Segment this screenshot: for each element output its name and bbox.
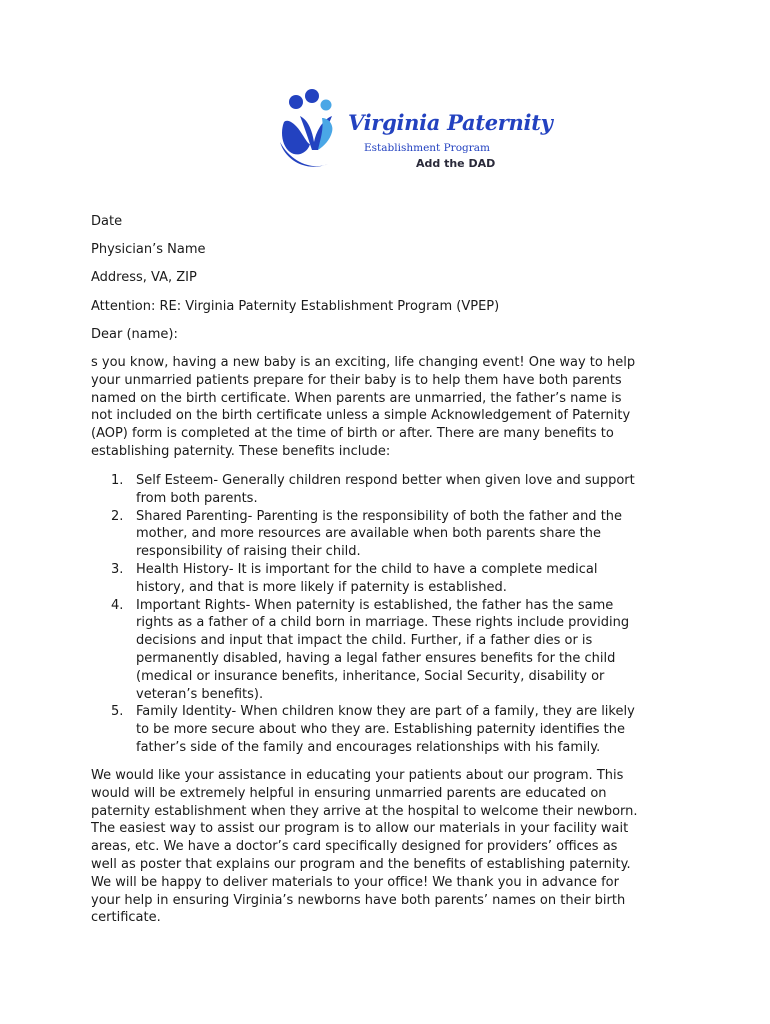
closing-line: We will be happy to deliver materials to your office! We thank you in advance for <box>91 874 619 890</box>
benefit-line: from both parents. <box>136 490 258 506</box>
attention-line: Attention: RE: Virginia Paternity Establishment Program (VPEP) <box>91 299 500 314</box>
benefit-number: 2. <box>111 508 124 524</box>
address-line: Address, VA, ZIP <box>91 270 197 285</box>
closing-line: your help in ensuring Virginia’s newborns have both parents’ names on their birth <box>91 892 626 908</box>
benefit-line: mother, and more resources are available when both parents share the <box>136 526 601 542</box>
intro-line: named on the birth certificate. When parents are unmarried, the father’s name is <box>91 390 622 406</box>
benefit-line: Family Identity- When children know they are part of a family, they are likely <box>136 704 635 720</box>
benefit-line: (medical or insurance benefits, inheritance, Social Security, disability or <box>136 668 605 684</box>
benefit-item <box>91 561 691 597</box>
intro-line: s you know, having a new baby is an exciting, life changing event! One way to help <box>91 355 636 370</box>
salutation: Dear (name): <box>91 327 178 342</box>
benefit-item <box>91 508 691 561</box>
benefit-item <box>91 703 691 756</box>
benefit-line: Health History- It is important for the child to have a complete medical <box>136 561 598 577</box>
benefit-line: Important Rights- When paternity is established, the father has the same <box>136 597 614 613</box>
benefit-item <box>91 472 691 508</box>
intro-line: your unmarried patients prepare for their baby is to help them have both parents <box>91 372 622 388</box>
benefit-item <box>91 597 691 704</box>
intro-line: establishing paternity. These benefits include: <box>91 443 391 459</box>
closing-paragraph <box>91 767 691 927</box>
benefit-line: veteran’s benefits). <box>136 686 264 702</box>
physician-name: Physician’s Name <box>91 242 206 257</box>
benefit-number: 1. <box>111 473 124 488</box>
benefit-line: rights as a father of a child born in marriage. These rights include providing <box>136 615 630 631</box>
benefit-line: to be more secure about who they are. Establishing paternity identifies the <box>136 722 625 738</box>
closing-line: would will be extremely helpful in ensuring unmarried parents are educated on <box>91 785 607 801</box>
closing-line: paternity establishment when they arrive at the hospital to welcome their newborn. <box>91 803 638 819</box>
benefit-line: father’s side of the family and encourages relationships with his family. <box>136 739 601 755</box>
family-figures-icon <box>278 88 358 180</box>
closing-line: certificate. <box>91 910 161 926</box>
intro-paragraph <box>91 354 691 461</box>
benefit-line: Self Esteem- Generally children respond better when given love and support <box>136 473 635 488</box>
vpep-logo <box>278 88 553 180</box>
logo-tagline: Add the DAD <box>416 157 496 170</box>
benefit-number: 3. <box>111 561 124 577</box>
date-line: Date <box>91 214 123 229</box>
intro-line: (AOP) form is completed at the time of birth or after. There are many benefits to <box>91 426 614 442</box>
benefits-list <box>91 472 691 757</box>
benefit-number: 5. <box>111 704 124 720</box>
closing-line: We would like your assistance in educating your patients about our program. This <box>91 768 624 783</box>
closing-line: areas, etc. We have a doctor’s card specifically designed for providers’ offices as <box>91 839 618 855</box>
closing-line: well as poster that explains our program and the benefits of establishing paternity. <box>91 856 631 872</box>
benefit-number: 4. <box>111 597 124 613</box>
benefit-line: history, and that is more likely if paternity is established. <box>136 579 507 595</box>
benefit-line: responsibility of raising their child. <box>136 544 361 560</box>
benefit-line: Shared Parenting- Parenting is the responsibility of both the father and the <box>136 508 623 524</box>
closing-line: The easiest way to assist our program is to allow our materials in your facility wait <box>91 821 629 837</box>
intro-line: not included on the birth certificate unless a simple Acknowledgement of Paternity <box>91 408 631 424</box>
logo-subtitle: Establishment Program <box>364 142 490 154</box>
benefit-line: decisions and input that impact the child. Further, if a father dies or is <box>136 633 593 649</box>
logo-title: Virginia Paternity <box>348 110 553 135</box>
benefit-line: permanently disabled, having a legal father ensures benefits for the child <box>136 650 616 666</box>
